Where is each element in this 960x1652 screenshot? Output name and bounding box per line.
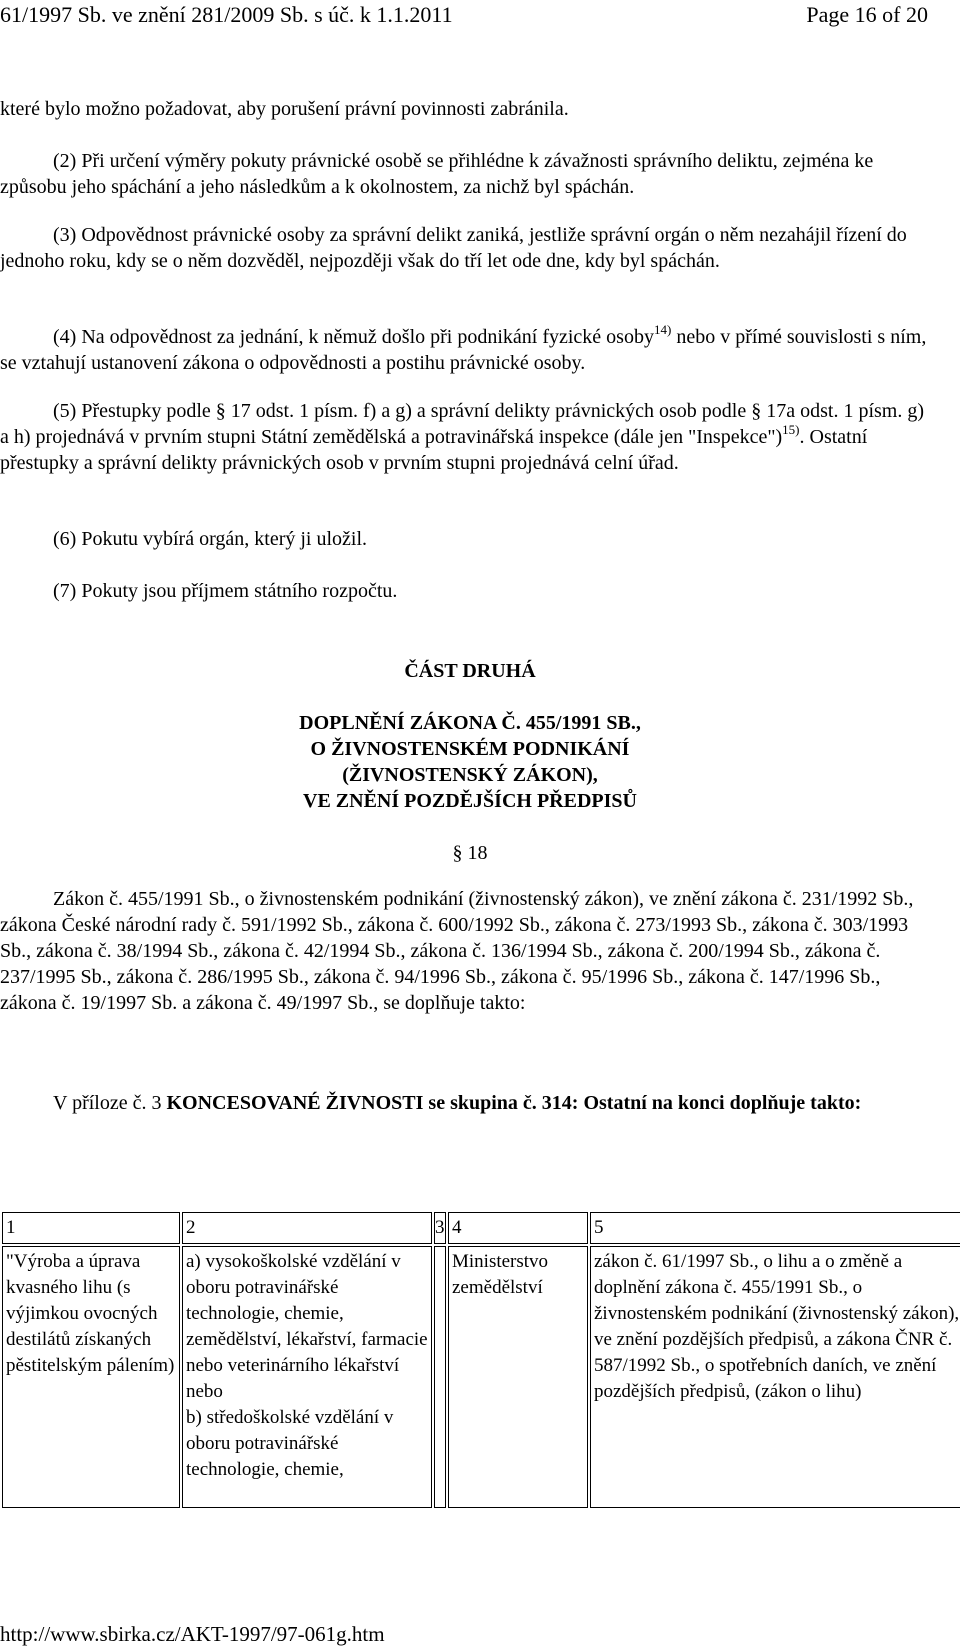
paragraph-2: (2) Při určení výměry pokuty právnické osobě se přihlédne k závažnosti správního deliktu, zejména ke způsobu jeho spáchání a jeho následkům a k okolnostem, za nichž byl spáchán. <box>0 150 874 198</box>
section-title-line-3: (ŽIVNOSTENSKÝ ZÁKON), <box>342 764 598 786</box>
page-number: Page 16 of 20 <box>806 2 928 27</box>
annex-bold-text: KONCESOVANÉ ŽIVNOSTI se skupina č. 314: Ostatní na konci doplňuje takto: <box>166 1092 862 1114</box>
footnote-ref-14[interactable]: 14) <box>653 322 672 337</box>
paragraph-5 <box>0 398 935 476</box>
table-header-cell: 4 <box>448 1212 588 1244</box>
document-title: 61/1997 Sb. ve znění 281/2009 Sb. s úč. k 1.1.2011 <box>0 2 453 27</box>
footnote-ref-15[interactable]: 15) <box>782 422 800 437</box>
table-header-row <box>2 1212 960 1244</box>
table-header-cell: 1 <box>2 1212 180 1244</box>
annex-instruction <box>0 1090 935 1116</box>
section-number-value: 18 <box>467 842 488 864</box>
section-title-line-2: O ŽIVNOSTENSKÉM PODNIKÁNÍ <box>310 738 630 760</box>
paragraph-5-text-b: 17 odst. 1 písm. f) a g) a správní delikty právnických osob podle <box>230 400 752 422</box>
paragraph-3: (3) Odpovědnost právnické osoby za správní delikt zaniká, jestliže správní orgán o něm nezahájil řízení do jednoho roku, kdy se o něm dozvěděl, nejpozději však do tří let ode dne, kdy byl spáchán. <box>0 224 907 272</box>
paragraph-4 <box>0 324 930 376</box>
annex-table-wrapper <box>0 1210 958 1510</box>
annex-table <box>0 1210 960 1510</box>
section-sign-icon: § <box>751 400 767 422</box>
table-cell-activity: "Výroba a úprava kvasného lihu (s výjimkou ovocných destilátů získaných pěstitelským pálením) <box>2 1246 180 1508</box>
table-cell-legislation: zákon č. 61/1997 Sb., o lihu a o změně a doplnění zákona č. 455/1991 Sb., o živnostenském podnikání (živnostenský zákon), ve znění pozdějších předpisů, a zákona ČNR č. 587/1992 Sb., o spotřebních daních, ve znění pozdějších předpisů, (zákon o lihu) <box>590 1246 960 1508</box>
table-header-cell: 2 <box>182 1212 432 1244</box>
paragraph-5-text-c: 17a odst. 1 písm. g) a h) projednává v prvním stupni Státní zemědělská a potravinářská inspekce (dále jen "Inspekce") <box>0 400 925 448</box>
table-cell-authority: Ministerstvo zemědělství <box>448 1246 588 1508</box>
table-cell-empty <box>434 1246 446 1508</box>
part-heading: ČÁST DRUHÁ <box>404 660 536 682</box>
section-sign-icon: § <box>215 400 231 422</box>
paragraph-7: (7) Pokuty jsou příjmem státního rozpočtu. <box>53 580 398 602</box>
table-header-cell: 3 <box>434 1212 446 1244</box>
page-footer-url[interactable]: http://www.sbirka.cz/AKT-1997/97-061g.htm <box>0 1622 385 1646</box>
annex-prefix: V příloze č. 3 <box>53 1092 167 1114</box>
table-header-cell: 5 <box>590 1212 960 1244</box>
section-number <box>0 840 940 866</box>
paragraph-5-text-d: . Ostatní přestupky a správní delikty právnických osob v prvním stupni projednává celní úřad. <box>0 426 868 474</box>
paragraph-5-text-a: (5) Přestupky podle <box>53 400 216 422</box>
law-amendment-text: Zákon č. 455/1991 Sb., o živnostenském podnikání (živnostenský zákon), ve znění zákona č. 231/1992 Sb., zákona České národní rady č. 591/1992 Sb., zákona č. 600/1992 Sb., zákona č. 273/1993 Sb., zákona č. 303/1993 Sb., zákona č. 38/1994 Sb., zákona č. 42/1994 Sb., zákona č. 136/1994 Sb., zákona č. 200/1994 Sb., zákona č. 237/1995 Sb., zákona č. 286/1995 Sb., zákona č. 94/1996 Sb., zákona č. 95/1996 Sb., zákona č. 147/1996 Sb., zákona č. 19/1997 Sb. a zákona č. 49/1997 Sb., se doplňuje takto: <box>0 888 914 1014</box>
table-cell-qualification: a) vysokoškolské vzdělání v oboru potravinářské technologie, chemie, zemědělství, lékařství, farmacie nebo veterinárního lékařství nebo b) středoškolské vzdělání v oboru potravinářské technologie, chemie, <box>182 1246 432 1508</box>
paragraph-6: (6) Pokutu vybírá orgán, který ji uložil. <box>53 528 368 550</box>
section-title-line-1: DOPLNĚNÍ ZÁKONA Č. 455/1991 SB., <box>299 712 641 734</box>
paragraph-4-text-a: (4) Na odpovědnost za jednání, k němuž došlo při podnikání fyzické osoby <box>53 326 654 348</box>
section-title-line-4: VE ZNĚNÍ POZDĚJŠÍCH PŘEDPISŮ <box>303 790 637 812</box>
paragraph-4-text-b: nebo v přímé souvislosti s ním, se vztahují ustanovení zákona o odpovědnosti a postihu právnické osoby. <box>0 326 927 374</box>
section-sign-icon: § <box>452 842 468 864</box>
table-row <box>2 1246 960 1508</box>
page-header <box>0 2 928 32</box>
paragraph-continuation: které bylo možno požadovat, aby porušení právní povinnosti zabránila. <box>0 98 569 120</box>
